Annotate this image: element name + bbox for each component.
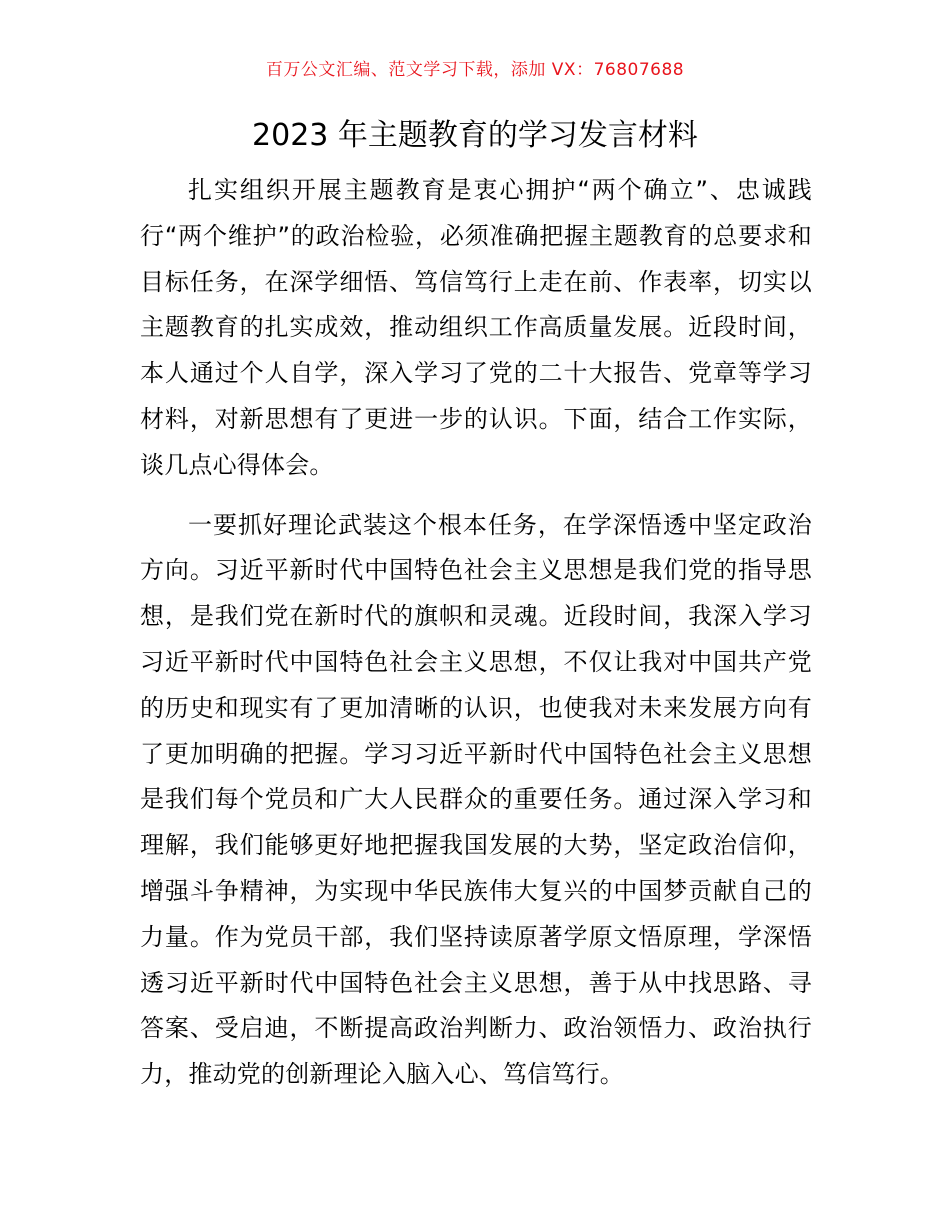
document-title: 2023 年主题教育的学习发言材料	[252, 118, 698, 153]
paragraph-theory: 一要抓好理论武装这个根本任务，在学深悟透中坚定政治方向。习近平新时代中国特色社会主义思想是我们党的指导思想，是我们党在新时代的旗帜和灵魂。近段时间，我深入学习习近平新时代中国特色社会主义思想，不仅让我对中国共产党的历史和现实有了更加清晰的认识，也使我对未来发展方向有了更加明确的把握。学习习近平新时代中国特色社会主义思想是我们每个党员和广大人民群众的重要任务。通过深入学习和理解，我们能够更好地把握我国发展的大势，坚定政治信仰，增强斗争精神，为实现中华民族伟大复兴的中国梦贡献自己的力量。作为党员干部，我们坚持读原著学原文悟原理，学深悟透习近平新时代中国特色社会主义思想，善于从中找思路、寻答案、受启迪，不断提高政治判断力、政治领悟力、政治执行力，推动党的创新理论入脑入心、笃信笃行。	[140, 510, 812, 1089]
paragraph-intro: 扎实组织开展主题教育是衷心拥护“两个确立”、忠诚践行“两个维护”的政治检验，必须准确把握主题教育的总要求和目标任务，在深学细悟、笃信笃行上走在前、作表率，切实以主题教育的扎实成效，推动组织工作高质量发展。近段时间，本人通过个人自学，深入学习了党的二十大报告、党章等学习材料，对新思想有了更进一步的认识。下面，结合工作实际，谈几点心得体会。	[140, 176, 812, 479]
document-body	[140, 168, 812, 1112]
header-banner: 百万公文汇编、范文学习下载，添加 VX：76807688	[265, 60, 685, 80]
